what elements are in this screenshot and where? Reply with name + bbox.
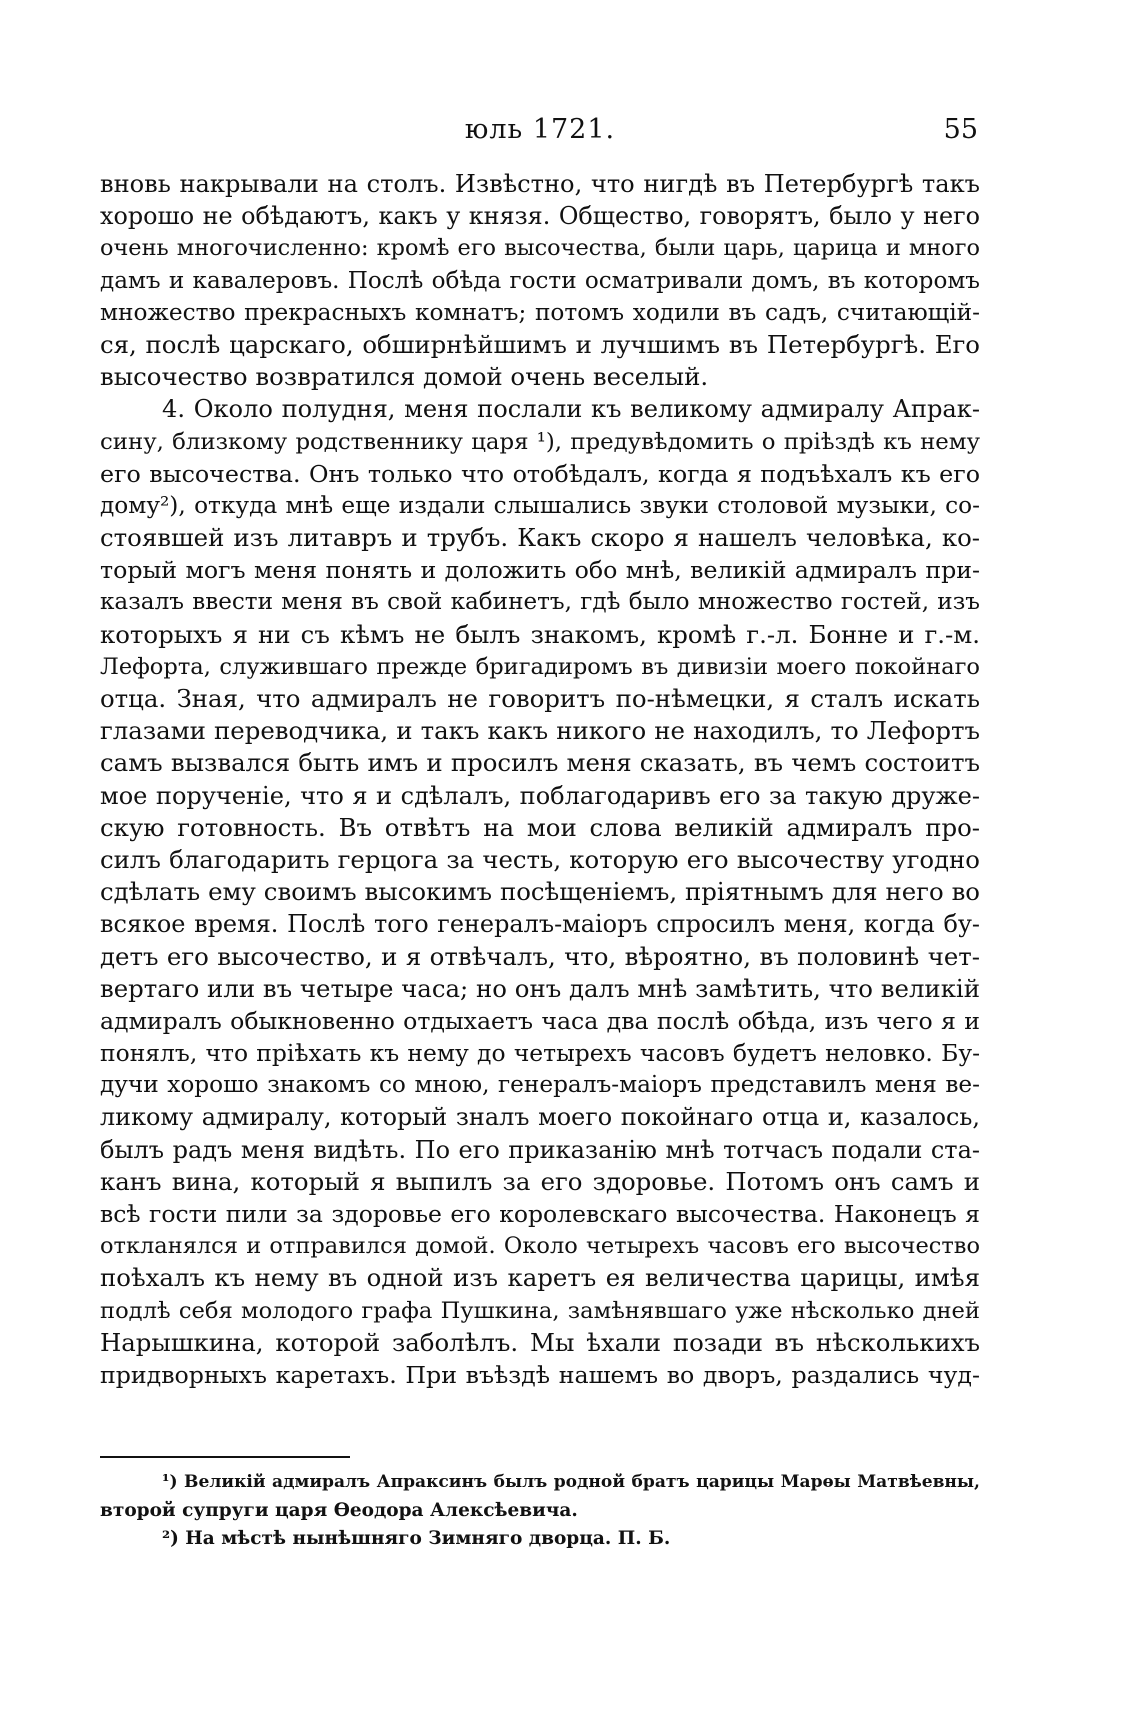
footnotes: [100, 1468, 980, 1554]
text-line: множество прекрасныхъ комнатъ; потомъ ходили въ садъ, считающій-: [100, 298, 980, 326]
text-line: всѣ гости пили за здоровье его королевскаго высочества. Наконецъ я: [100, 1200, 980, 1228]
text-line: очень многочисленно: кромѣ его высочества, были царь, царица и много: [100, 235, 980, 262]
footnote-divider: [100, 1456, 350, 1458]
text-line: ся, послѣ царскаго, обширнѣйшимъ и лучшимъ въ Петербургѣ. Его: [100, 329, 980, 359]
footnote-1: ¹) Великій адмиралъ Апраксинъ былъ родной братъ царицы Марѳы Матвѣевны,: [162, 1472, 980, 1492]
text-line: всякое время. Послѣ того генералъ-маіоръ спросилъ меня, когда бу-: [100, 910, 980, 939]
text-line: откланялся и отправился домой. Около четырехъ часовъ его высочество: [100, 1233, 980, 1260]
text-line: скую готовность. Въ отвѣтъ на мои слова великій адмиралъ про-: [100, 812, 980, 842]
text-line: силъ благодарить герцога за честь, которую его высочеству угодно: [100, 844, 980, 874]
text-line: Нарышкина, которой заболѣлъ. Мы ѣхали позади въ нѣсколькихъ: [100, 1327, 980, 1357]
text-line: былъ радъ меня видѣть. По его приказанію мнѣ тотчасъ подали ста-: [100, 1135, 980, 1164]
text-line: канъ вина, который я выпилъ за его здоровье. Потомъ онъ самъ и: [100, 1166, 980, 1196]
text-line: высочество возвратился домой очень веселый.: [100, 362, 709, 392]
text-line: 4. Около полудня, меня послали къ великому адмиралу Апрак-: [162, 395, 980, 424]
main-text: [100, 168, 980, 1391]
text-line: торый могъ меня понять и доложить обо мнѣ, великій адмиралъ при-: [100, 556, 980, 585]
text-line: стоявшей изъ литавръ и трубъ. Какъ скоро я нашелъ человѣка, ко-: [100, 523, 980, 553]
text-line: ликому адмиралу, который зналъ моего покойнаго отца и, казалось,: [100, 1103, 980, 1132]
running-title: юль 1721.: [464, 114, 616, 145]
text-line: его высочества. Онъ только что отобѣдалъ, когда я подъѣхалъ къ его: [100, 459, 980, 488]
footnote-2: ²) На мѣстѣ нынѣшняго Зимняго дворца. П. Б.: [162, 1528, 671, 1549]
text-line: детъ его высочество, и я отвѣчалъ, что, вѣроятно, въ половинѣ чет-: [100, 941, 980, 971]
text-line: сину, близкому родственнику царя ¹), предувѣдомить о пріѣздѣ къ нему: [100, 428, 980, 455]
text-line: которыхъ я ни съ кѣмъ не былъ знакомъ, кромѣ г.-л. Бонне и г.-м.: [100, 619, 980, 649]
text-line: мое порученіе, что я и сдѣлалъ, поблагодаривъ его за такую друже-: [100, 781, 980, 810]
text-line: хорошо не обѣдаютъ, какъ у князя. Общество, говорятъ, было у него: [100, 202, 980, 231]
page-header: [100, 114, 980, 154]
text-line: адмиралъ обыкновенно отдыхаетъ часа два послѣ обѣда, изъ чего я и: [100, 1006, 980, 1035]
text-line: дучи хорошо знакомъ со мною, генералъ-маіоръ представилъ меня ве-: [100, 1071, 980, 1099]
text-line: придворныхъ каретахъ. При въѣздѣ нашемъ во дворъ, раздались чуд-: [100, 1360, 980, 1389]
text-line: отца. Зная, что адмиралъ не говоритъ по-нѣмецки, я сталъ искать: [100, 684, 980, 713]
text-line: самъ вызвался быть имъ и просилъ меня сказать, въ чемъ состоитъ: [100, 748, 980, 778]
text-line: казалъ ввести меня въ свой кабинетъ, гдѣ было множество гостей, изъ: [100, 589, 980, 616]
footnote-1-continuation: второй супруги царя Ѳеодора Алексѣевича.: [100, 1499, 578, 1521]
text-line: сдѣлать ему своимъ высокимъ посѣщеніемъ, пріятнымъ для него во: [100, 877, 980, 907]
text-line: понялъ, что пріѣхать къ нему до четырехъ часовъ будетъ неловко. Бу-: [100, 1039, 980, 1068]
text-line: глазами переводчика, и такъ какъ никого не находилъ, то Лефортъ: [100, 716, 980, 746]
text-line: вертаго или въ четыре часа; но онъ далъ мнѣ замѣтить, что великій: [100, 973, 980, 1003]
page-number: 55: [943, 114, 978, 145]
text-line: вновь накрывали на столъ. Извѣстно, что нигдѣ въ Петербургѣ такъ: [100, 170, 980, 198]
text-line: Лефорта, служившаго прежде бригадиромъ въ дивизіи моего покойнаго: [100, 653, 980, 680]
text-line: поѣхалъ къ нему въ одной изъ каретъ ея величества царицы, имѣя: [100, 1263, 980, 1293]
text-line: дамъ и кавалеровъ. Послѣ обѣда гости осматривали домъ, въ которомъ: [100, 267, 980, 294]
text-line: дому²), откуда мнѣ еще издали слышались звуки столовой музыки, со-: [100, 491, 980, 519]
text-line: подлѣ себя молодого графа Пушкина, замѣнявшаго уже нѣсколько дней: [100, 1297, 980, 1324]
